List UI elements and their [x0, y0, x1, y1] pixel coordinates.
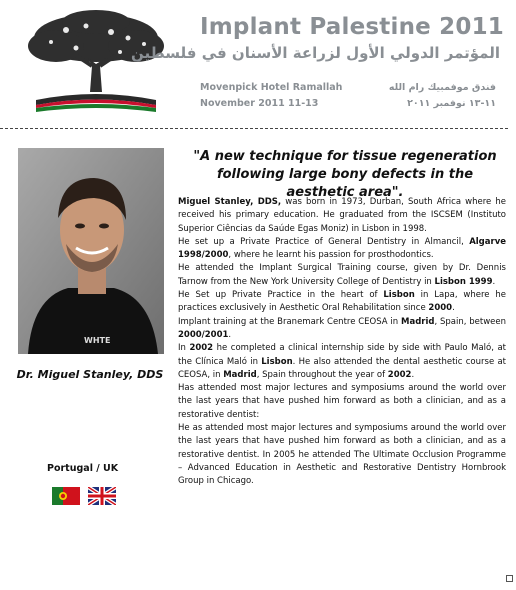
bio-emphasis: Lisbon — [383, 290, 415, 301]
header-divider — [0, 128, 508, 129]
speaker-name: Miguel Stanley, DDS, — [178, 197, 282, 207]
bio-emphasis: Madrid — [223, 369, 257, 380]
bio-emphasis: Lisbon 1999 — [434, 276, 493, 287]
bio-paragraph — [178, 196, 506, 236]
speaker-country: Portugal / UK — [47, 463, 119, 474]
bio-text: He attended the Implant Surgical Training course, given by Dr. Dennis Tarnow from the New York University College of Dentistry in — [178, 263, 506, 287]
bio-text: . — [492, 276, 496, 287]
date-arabic: ١١-١٣ نوفمبر ٢٠١١ — [407, 98, 496, 109]
bio-text: . He also attended the dental aesthetic course at CEOSA, in — [178, 356, 507, 380]
event-header — [0, 0, 516, 120]
page-corner-marker — [506, 575, 513, 582]
bio-text: . — [452, 303, 455, 314]
bio-emphasis: 2000 — [428, 303, 453, 314]
venue-arabic: فندق موفمبيك رام الله — [388, 82, 496, 93]
event-title: Implant Palestine 2011 — [200, 14, 504, 40]
bio-text: . — [411, 369, 415, 380]
shirt-text: WHTE — [84, 336, 111, 345]
bio-paragraph — [178, 262, 506, 289]
bio-text: , where he learnt his passion for prosthodontics. — [228, 250, 434, 261]
bio-emphasis: 2002 — [189, 343, 214, 354]
bio-text: , Spain, between — [434, 316, 507, 327]
bio-paragraph: Has attended most major lectures and symposiums around the world over the last years that have pushed him forward as both a clinician, and as a restorative dentist: — [178, 383, 506, 420]
date-english: November 2011 11-13 — [200, 98, 319, 109]
bio-text: was born in 1973, Durban, South Africa where he received his primary education. He graduated from the ISCSEM (Instituto Superior Ciências da Saúde Egas Moniz) in Lisbon in 1998. — [178, 197, 507, 234]
speaker-caption: Dr. Miguel Stanley, DDS — [16, 368, 164, 381]
bio-emphasis: Algarve 1998/2000 — [178, 236, 506, 261]
bio-text: in Lapa, where he practices exclusively in Aesthetic Oral Rehabilitation since — [178, 290, 506, 314]
bio-paragraph — [178, 342, 506, 382]
bio-text: In — [178, 343, 190, 354]
speaker-bio — [178, 196, 506, 489]
bio-text: He set up a Private Practice of General Dentistry in Almancil, — [178, 236, 470, 247]
bio-paragraph — [178, 289, 506, 316]
bio-emphasis: Madrid — [401, 316, 435, 327]
event-title-arabic: المؤتمر الدولي الأول لزراعة الأسنان في فلسطين — [131, 44, 500, 62]
bio-emphasis: 2000/2001 — [178, 329, 229, 340]
bio-text: He Set up Private Practice in the heart of — [178, 290, 384, 301]
uk-flag-icon — [88, 487, 116, 505]
bio-text: Implant training at the Branemark Centre CEOSA in — [178, 316, 401, 327]
bio-text: , Spain throughout the year of — [256, 369, 388, 380]
bio-emphasis: 2002 — [387, 369, 412, 380]
portugal-flag-icon — [52, 487, 80, 505]
bio-paragraph — [178, 236, 506, 263]
venue-english: Movenpick Hotel Ramallah — [200, 82, 343, 93]
bio-emphasis: Lisbon — [261, 356, 293, 367]
speaker-photo — [18, 148, 164, 354]
bio-text: . — [228, 329, 232, 340]
talk-title: "A new technique for tissue regeneration following large bony defects in the aesthetic area". — [193, 149, 497, 200]
bio-paragraph — [178, 316, 506, 343]
tree-logo-icon — [16, 8, 176, 116]
bio-paragraph: He as attended most major lectures and symposiums around the world over the last years that have pushed him forward as both a clinician, and as a restorative dentist. In 2005 he attended The Ultimate Occlusion Programme – Advanced Education in Aesthetic and Restorative Dentistry Hornbrook Group in Chicago. — [178, 423, 506, 487]
bio-text: he completed a clinical internship side by side with Paulo Maló, at the Clínica Maló in — [178, 343, 506, 367]
